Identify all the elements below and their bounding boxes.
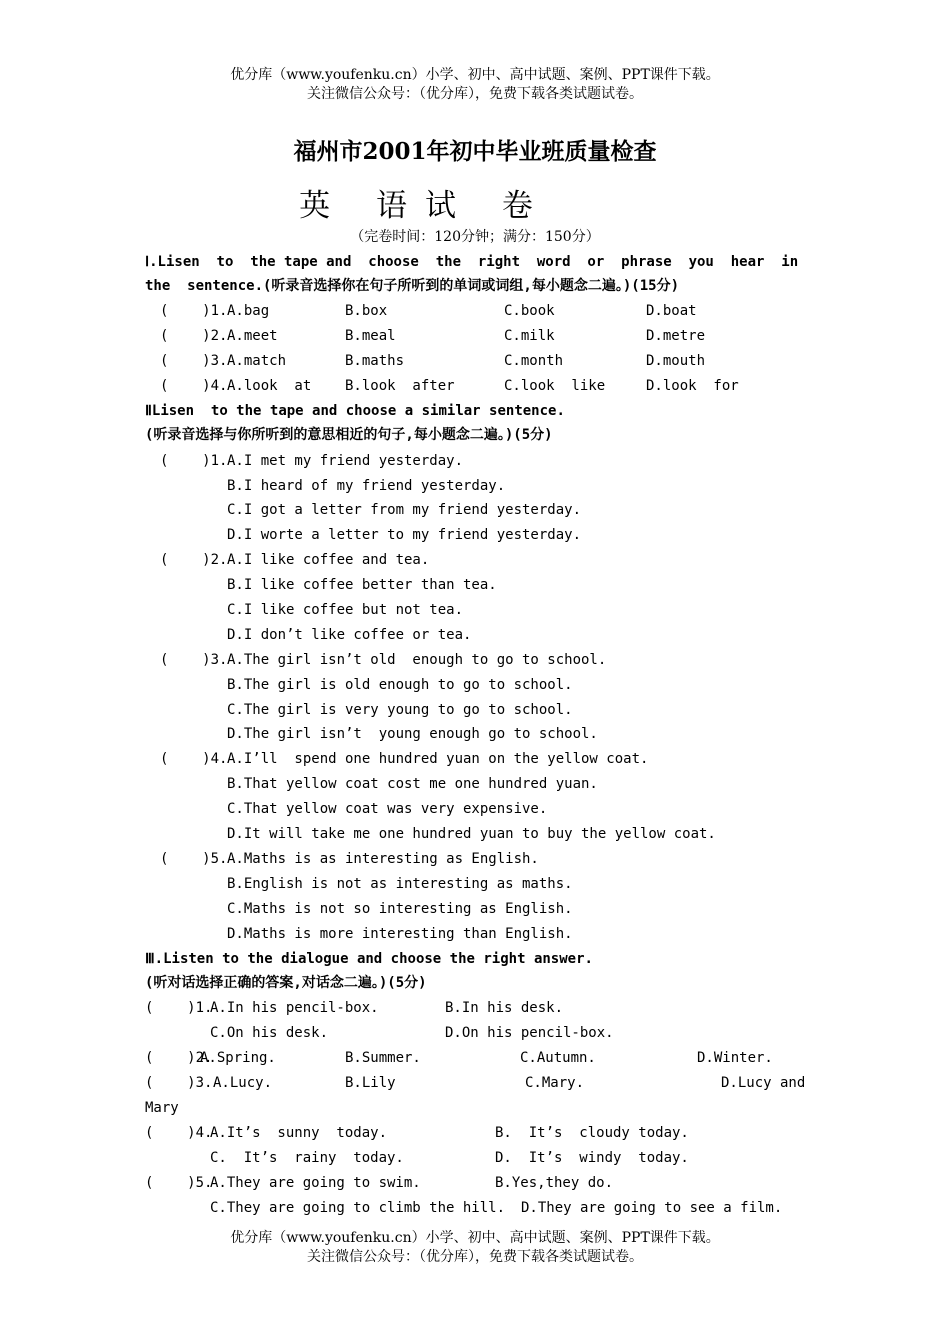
option-d: D. It’s windy today. xyxy=(495,1150,689,1166)
option-d: D.They are going to see a film. xyxy=(521,1200,783,1216)
question-number: ( )5. xyxy=(145,1175,213,1191)
option-d: D.I don’t like coffee or tea. xyxy=(227,627,472,643)
option-c: C. It’s rainy today. xyxy=(210,1150,404,1166)
option-c: C.Mary. xyxy=(525,1075,585,1091)
question-number: ( )4. xyxy=(160,751,228,767)
option-d: D.It will take me one hundred yuan to buy the yellow coat. xyxy=(227,826,716,842)
option-a: A.meet xyxy=(227,328,278,344)
option-b: B. It’s cloudy today. xyxy=(495,1125,689,1141)
question-number: ( )3. xyxy=(160,652,228,668)
option-c: C.Maths is not so interesting as English. xyxy=(227,901,573,917)
option-a: A.bag xyxy=(227,303,270,319)
option-d: D.look for xyxy=(646,378,739,394)
option-a: A.In his pencil-box. xyxy=(210,1000,379,1016)
header-line-2: 关注微信公众号：（优分库），免费下载各类试题试卷。 xyxy=(307,86,643,102)
option-d: D.metre xyxy=(646,328,706,344)
option-a: A.Spring. xyxy=(200,1050,276,1066)
option-a: A.I’ll spend one hundred yuan on the yellow coat. xyxy=(227,751,649,767)
option-b: B.In his desk. xyxy=(445,1000,564,1016)
question-number: ( )3. xyxy=(145,1075,213,1091)
option-a: A.It’s sunny today. xyxy=(210,1125,388,1141)
option-b: B.I heard of my friend yesterday. xyxy=(227,478,506,494)
option-b: B.Summer. xyxy=(345,1050,421,1066)
option-b: B.meal xyxy=(345,328,396,344)
option-d: D.Maths is more interesting than English. xyxy=(227,926,573,942)
option-c: C.look like xyxy=(504,378,606,394)
question-number: ( )3. xyxy=(160,353,228,369)
section3-heading-line-2: (听对话选择正确的答案,对话念二遍。)(5分) xyxy=(145,975,427,991)
option-d: D.Winter. xyxy=(697,1050,773,1066)
option-d: D.On his pencil-box. xyxy=(445,1025,614,1041)
option-b: B.English is not as interesting as maths. xyxy=(227,876,573,892)
option-c: C.They are going to climb the hill. xyxy=(210,1200,506,1216)
question-number: ( )1. xyxy=(160,303,228,319)
exam-title: 福州市2001年初中毕业班质量检查 xyxy=(293,138,657,165)
section3-heading-line-1: Ⅲ.Listen to the dialogue and choose the right answer. xyxy=(145,951,593,967)
option-c: C.book xyxy=(504,303,555,319)
option-b: B.Lily xyxy=(345,1075,396,1091)
option-d: D.The girl isn’t young enough go to school. xyxy=(227,726,598,742)
option-d: D.mouth xyxy=(646,353,706,369)
exam-subtitle: 英 语试 卷 xyxy=(299,188,551,224)
option-c: C.On his desk. xyxy=(210,1025,329,1041)
option-a: A.match xyxy=(227,353,287,369)
section1-heading-line-1: Ⅰ.Lisen to the tape and choose the right word or phrase you hear in xyxy=(145,254,799,270)
option-b: B.I like coffee better than tea. xyxy=(227,577,497,593)
option-c: C.month xyxy=(504,353,564,369)
option-b: B.maths xyxy=(345,353,405,369)
exam-time: （完卷时间：120分钟；满分：150分） xyxy=(350,229,600,245)
option-c: C.That yellow coat was very expensive. xyxy=(227,801,548,817)
question-number: ( )2. xyxy=(160,552,228,568)
header-line-1: 优分库（www.youfenku.cn）小学、初中、高中试题、案例、PPT课件下载。 xyxy=(230,67,720,83)
section1-heading-line-2: the sentence.(听录音选择你在句子所听到的单词或词组,每小题念二遍。)(15分) xyxy=(145,278,680,294)
section2-heading-line-1: ⅡLisen to the tape and choose a similar sentence. xyxy=(145,403,565,419)
question-number: ( )1. xyxy=(160,453,228,469)
option-b: B.That yellow coat cost me one hundred yuan. xyxy=(227,776,598,792)
option-a: A.Maths is as interesting as English. xyxy=(227,851,539,867)
option-a: A.I like coffee and tea. xyxy=(227,552,430,568)
question-number: ( )4. xyxy=(160,378,228,394)
section2-heading-line-2: (听录音选择与你所听到的意思相近的句子,每小题念二遍。)(5分) xyxy=(145,427,553,443)
option-c: C.The girl is very young to go to school. xyxy=(227,702,573,718)
option-a: A.look at xyxy=(227,378,312,394)
option-a: A.I met my friend yesterday. xyxy=(227,453,464,469)
option-b: B.box xyxy=(345,303,388,319)
footer-line-1: 优分库（www.youfenku.cn）小学、初中、高中试题、案例、PPT课件下载。 xyxy=(230,1230,720,1246)
option-c: C.I like coffee but not tea. xyxy=(227,602,464,618)
option-b: B.Yes,they do. xyxy=(495,1175,614,1191)
question-number: ( )2. xyxy=(145,1050,213,1066)
option-a: A.Lucy. xyxy=(213,1075,273,1091)
option-d-continued: Mary xyxy=(145,1100,179,1116)
option-b: B.The girl is old enough to go to school. xyxy=(227,677,573,693)
option-c: C.milk xyxy=(504,328,555,344)
option-a: A.They are going to swim. xyxy=(210,1175,421,1191)
option-b: B.look after xyxy=(345,378,455,394)
question-number: ( )5. xyxy=(160,851,228,867)
option-a: A.The girl isn’t old enough to go to school. xyxy=(227,652,607,668)
question-number: ( )2. xyxy=(160,328,228,344)
option-c: C.I got a letter from my friend yesterday. xyxy=(227,502,582,518)
option-d: D.I worte a letter to my friend yesterday. xyxy=(227,527,582,543)
option-d: D.Lucy and xyxy=(721,1075,806,1091)
question-number: ( )4. xyxy=(145,1125,213,1141)
option-d: D.boat xyxy=(646,303,697,319)
option-c: C.Autumn. xyxy=(520,1050,596,1066)
footer-line-2: 关注微信公众号：（优分库），免费下载各类试题试卷。 xyxy=(307,1249,643,1265)
question-number: ( )1. xyxy=(145,1000,213,1016)
